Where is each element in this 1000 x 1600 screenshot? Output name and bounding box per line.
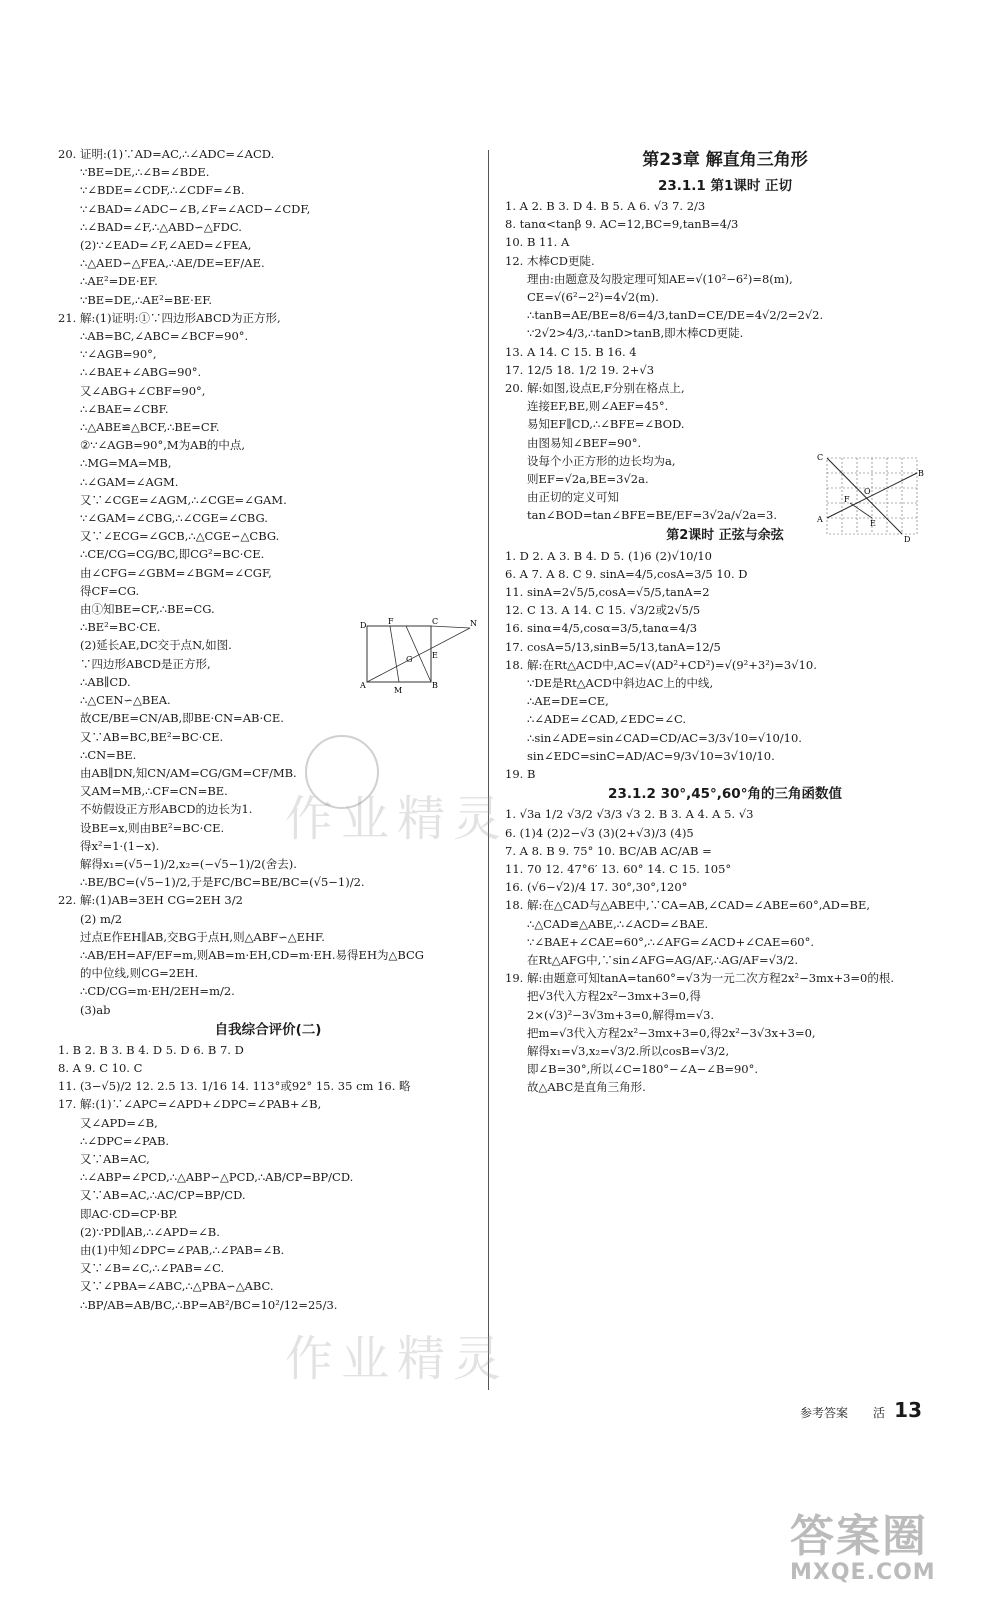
answer-line: ∴AB/EH=AF/EF=m,则AB=m·EH,CD=m·EH.易得EH为△BCG [80, 947, 424, 962]
answer-line: ∵∠AGB=90°, [80, 347, 157, 362]
answer-line: 19. B [505, 767, 536, 782]
answer-line: ∵BE=DE,∴∠B=∠BDE. [80, 165, 210, 180]
answer-line: ∴AE=DE=CE, [527, 694, 609, 709]
answer-line: 由①知BE=CF,∴BE=CG. [80, 602, 215, 617]
answer-line: ∵DE是Rt△ACD中斜边AC上的中线, [527, 676, 714, 691]
answer-line: 20. 证明:(1)∵AD=AC,∴∠ADC=∠ACD. [58, 147, 275, 161]
answer-line: 17. 解:(1)∵∠APC=∠APD+∠DPC=∠PAB+∠B, [58, 1097, 322, 1112]
label-b: B [432, 681, 438, 690]
answer-line: 不妨假设正方形ABCD的边长为1. [80, 802, 253, 817]
answer-line: 在Rt△AFG中,∵sin∠AFG=AG/AF,∴AG/AF=√3/2. [527, 952, 799, 967]
answer-line: ∴AB∥CD. [80, 674, 131, 689]
chapter-title: 第23章 解直角三角形 [642, 150, 808, 170]
label-b: B [918, 469, 924, 478]
answer-line: 设每个小正方形的边长均为a, [527, 453, 676, 468]
section-title-sine-cosine: 第2课时 正弦与余弦 [666, 527, 784, 543]
answer-line: 1. A 2. B 3. D 4. B 5. A 6. √3 7. 2/3 [505, 199, 706, 213]
answer-line: 11. 70 12. 47°6′ 13. 60° 14. C 15. 105° [505, 861, 732, 876]
answer-line: ∴BE/BC=(√5−1)/2,于是FC/BC=BE/BC=(√5−1)/2. [80, 875, 365, 890]
answer-line: ∵四边形ABCD是正方形, [80, 656, 211, 671]
answer-line: 把√3代入方程2x²−3mx+3=0,得 [527, 989, 701, 1004]
right-answer-block-3 [505, 805, 945, 1096]
answer-line: 故△ABC是直角三角形. [527, 1080, 646, 1095]
answer-line: (2)∵∠EAD=∠F,∠AED=∠FEA, [80, 238, 252, 253]
footer-label: 参考答案 [799, 1406, 848, 1420]
label-o: O [864, 487, 871, 496]
label-m: M [394, 686, 403, 695]
answer-line: 由图易知∠BEF=90°. [527, 435, 642, 450]
answer-line: ∵BE=DE,∴AE²=BE·EF. [80, 292, 213, 307]
answer-line: 8. tanα<tanβ 9. AC=12,BC=9,tanB=4/3 [505, 217, 739, 232]
answer-line: ∴∠ADE=∠CAD,∠EDC=∠C. [527, 712, 687, 727]
label-d: D [904, 535, 911, 544]
answer-line: 1. D 2. A 3. B 4. D 5. (1)6 (2)√10/10 [505, 548, 712, 563]
answer-line: 18. 解:在Rt△ACD中,AC=√(AD²+CD²)=√(9²+3²)=3√10. [505, 657, 817, 672]
answer-line: (2) m/2 [80, 911, 123, 926]
answer-line: ∴∠BAE+∠ABG=90°. [80, 365, 202, 380]
answer-line: 18. 解:在△CAD与△ABE中,∵CA=AB,∠CAD=∠ABE=60°,AD=BE, [505, 898, 871, 913]
answer-line: 17. cosA=5/13,sinB=5/13,tanA=12/5 [505, 639, 721, 654]
answer-line: ∴∠BAD=∠F,∴△ABD∽△FDC. [80, 219, 242, 234]
page-footer [800, 1398, 922, 1422]
answer-line: 12. C 13. A 14. C 15. √3/2或2√5/5 [505, 603, 701, 618]
answer-line: 又∵AB=AC,∴AC/CP=BP/CD. [80, 1188, 246, 1203]
answer-line: ∴CD/CG=m·EH/2EH=m/2. [80, 984, 235, 999]
answer-line: 11. sinA=2√5/5,cosA=√5/5,tanA=2 [505, 585, 710, 600]
label-a: A [817, 515, 823, 524]
answer-line: (3)ab [80, 1002, 111, 1017]
right-column [505, 145, 945, 1097]
answer-line: (2)延长AE,DC交于点N,如图. [80, 638, 232, 653]
answer-line: 2×(√3)²−3√3m+3=0,解得m=√3. [527, 1007, 715, 1022]
answer-line: 10. B 11. A [505, 235, 570, 250]
brand-logo [790, 1500, 980, 1590]
answer-line: ∵∠GAM=∠CBG,∴∠CGE=∠CBG. [80, 511, 268, 526]
answer-line: 又∠APD=∠B, [80, 1115, 158, 1130]
answer-line: ∵∠BAD=∠ADC−∠B,∠F=∠ACD−∠CDF, [80, 201, 311, 216]
answer-line: ∴BE²=BC·CE. [80, 620, 161, 635]
answer-line: 8. A 9. C 10. C [58, 1060, 143, 1075]
section-title-tangent: 23.1.1 第1课时 正切 [657, 178, 793, 194]
answer-line: 又∠ABG+∠CBF=90°, [80, 383, 206, 398]
answer-line: ∴∠DPC=∠PAB. [80, 1133, 170, 1148]
section-title-special-angles: 23.1.2 30°,45°,60°角的三角函数值 [608, 786, 842, 803]
label-c: C [817, 453, 824, 462]
answer-line: ∴∠GAM=∠AGM. [80, 474, 179, 489]
brand-en: MXQE.COM [790, 1560, 936, 1585]
answer-line: 7. A 8. B 9. 75° 10. BC/AB AC/AB = [505, 843, 712, 858]
answer-line: sin∠EDC=sinC=AD/AC=9/3√10=3√10/10. [527, 748, 775, 763]
watermark-stamp [305, 735, 379, 809]
label-g: G [406, 655, 413, 664]
label-e: E [432, 651, 438, 660]
answer-line: 又∵∠CGE=∠AGM,∴∠CGE=∠GAM. [80, 492, 287, 507]
answer-line: 12. 木棒CD更陡. [505, 253, 595, 268]
answer-line: 6. (1)4 (2)2−√3 (3)(2+√3)/3 (4)5 [505, 825, 694, 840]
answer-line: 20. 解:如图,设点E,F分别在格点上, [505, 381, 685, 396]
answer-line: 易知EF∥CD,∴∠BFE=∠BOD. [527, 417, 685, 432]
answer-line: ∵2√2>4/3,∴tanD>tanB,即木棒CD更陡. [527, 326, 744, 341]
answer-line: 1. B 2. B 3. B 4. D 5. D 6. B 7. D [58, 1042, 244, 1057]
section-title-self-eval: 自我综合评价(二) [214, 1021, 322, 1038]
label-c: C [432, 618, 439, 626]
right-answer-block-2 [505, 547, 945, 784]
watermark-text: 作业精灵 [285, 791, 510, 847]
answer-line: 解得x₁=(√5−1)/2,x₂=(−√5−1)/2(舍去). [80, 856, 297, 871]
answer-line: 13. A 14. C 15. B 16. 4 [505, 344, 637, 359]
page-number: 13 [894, 1398, 922, 1422]
answer-line: 又∵AB=BC,BE²=BC·CE. [80, 729, 224, 744]
answer-line: 即∠B=30°,所以∠C=180°−∠A−∠B=90°. [527, 1062, 759, 1077]
answer-line: 又∵∠PBA=∠ABC,∴△PBA∽△ABC. [80, 1279, 274, 1294]
answer-line: 的中位线,则CG=2EH. [80, 966, 199, 981]
watermark-text-2: 作业精灵 [285, 1331, 510, 1387]
answer-line: 设BE=x,则由BE²=BC·CE. [80, 820, 225, 835]
answer-line: ∴CE/CG=CG/BC,即CG²=BC·CE. [80, 547, 265, 562]
answer-line: 又AM=MB,∴CF=CN=BE. [80, 784, 228, 799]
answer-line: 连接EF,BE,则∠AEF=45°. [527, 399, 669, 414]
answer-line: ②∵∠AGB=90°,M为AB的中点, [80, 438, 246, 453]
answer-line: ∵∠BDE=∠CDF,∴∠CDF=∠B. [80, 183, 245, 198]
label-d: D [360, 621, 367, 630]
answer-line: 理由:由题意及勾股定理可知AE=√(10²−6²)=8(m), [527, 271, 793, 286]
answer-line: ∴AE²=DE·EF. [80, 274, 158, 289]
answer-line: ∴∠BAE=∠CBF. [80, 401, 169, 416]
answer-line: 又∵∠B=∠C,∴∠PAB=∠C. [80, 1261, 225, 1276]
answer-line: 又∵∠ECG=∠GCB,∴△CGE∽△CBG. [80, 529, 280, 544]
label-f: F [388, 618, 394, 626]
left-answer-block-2 [58, 1041, 478, 1314]
answer-line: ∴tanB=AE/BE=8/6=4/3,tanD=CE/DE=4√2/2=2√2. [527, 308, 824, 323]
answer-line: ∵∠BAE+∠CAE=60°,∴∠AFG=∠ACD+∠CAE=60°. [527, 934, 815, 949]
answer-line: 21. 解:(1)证明:①∵四边形ABCD为正方形, [58, 310, 281, 325]
answer-line: 由正切的定义可知 [527, 490, 619, 505]
answer-line: 即AC·CD=CP·BP. [80, 1206, 178, 1221]
answer-line: ∴△CEN∽△BEA. [80, 693, 171, 708]
answer-line: 又∵AB=AC, [80, 1151, 150, 1166]
label-e: E [870, 519, 876, 528]
answer-line: 由(1)中知∠DPC=∠PAB,∴∠PAB=∠B. [80, 1242, 285, 1257]
answer-line: ∴△AED∽△FEA,∴AE/DE=EF/AE. [80, 256, 265, 271]
answer-line: 得CF=CG. [80, 583, 140, 598]
answer-line: 故CE/BE=CN/AB,即BE·CN=AB·CE. [80, 711, 284, 726]
label-f: F [844, 495, 850, 504]
answer-line: 解得x₁=√3,x₂=√3/2.所以cosB=√3/2, [527, 1043, 730, 1058]
answer-line: 22. 解:(1)AB=3EH CG=2EH 3/2 [58, 893, 243, 908]
answer-line: ∴BP/AB=AB/BC,∴BP=AB²/BC=10²/12=25/3. [80, 1297, 338, 1312]
square-diagram [352, 618, 482, 698]
answer-line: 由∠CFG=∠GBM=∠BGM=∠CGF, [80, 565, 272, 580]
answer-line: 6. A 7. A 8. C 9. sinA=4/5,cosA=3/5 10. D [505, 566, 748, 581]
answer-line: CE=√(6²−2²)=4√2(m). [527, 290, 659, 305]
answer-line: ∴AB=BC,∠ABC=∠BCF=90°. [80, 329, 249, 344]
brand-cn: 答案圈 [790, 1511, 928, 1562]
answer-line: 17. 12/5 18. 1/2 19. 2+√3 [505, 362, 655, 377]
answer-line: 由AB∥DN,知CN/AM=CG/GM=CF/MB. [80, 765, 297, 780]
answer-line: 过点E作EH∥AB,交BG于点H,则△ABF∽△EHF. [80, 929, 325, 944]
answer-line: 16. (√6−√2)/4 17. 30°,30°,120° [505, 880, 688, 895]
answer-line: 16. sinα=4/5,cosα=3/5,tanα=4/3 [505, 621, 698, 636]
answer-line: 则EF=√2a,BE=3√2a. [527, 472, 649, 487]
left-column [58, 145, 478, 1314]
label-n: N [470, 619, 477, 628]
answer-line: ∴△CAD≌△ABE,∴∠ACD=∠BAE. [527, 916, 709, 931]
left-answer-block [58, 145, 478, 1019]
answer-line: 11. (3−√5)/2 12. 2.5 13. 1/16 14. 113°或92° 15. 35 cm 16. 略 [58, 1079, 411, 1094]
answer-line: tan∠BOD=tan∠BFE=BE/EF=3√2a/√2a=3. [527, 508, 777, 523]
answer-line: ∴MG=MA=MB, [80, 456, 172, 471]
grid-diagram [812, 450, 932, 545]
answer-line: ∴∠ABP=∠PCD,∴△ABP∽△PCD,∴AB/CP=BP/CD. [80, 1170, 354, 1185]
answer-line: ∴sin∠ADE=sin∠CAD=CD/AC=3/3√10=√10/10. [527, 730, 802, 745]
label-a: A [360, 681, 366, 690]
answer-line: ∴△ABE≌△BCF,∴BE=CF. [80, 420, 220, 435]
answer-line: 把m=√3代入方程2x²−3mx+3=0,得2x²−3√3x+3=0, [527, 1025, 816, 1040]
answer-line: ∴CN=BE. [80, 747, 137, 762]
answer-line: 19. 解:由题意可知tanA=tan60°=√3为一元二次方程2x²−3mx+3=0的根. [505, 971, 895, 986]
answer-line: 得x²=1·(1−x). [80, 838, 160, 853]
column-divider [488, 150, 489, 1390]
answer-line: 1. √3a 1/2 √3/2 √3/3 √3 2. B 3. A 4. A 5. √3 [505, 807, 754, 822]
answer-line: (2)∵PD∥AB,∴∠APD=∠B. [80, 1224, 220, 1239]
footer-prefix: 活 [873, 1406, 886, 1420]
